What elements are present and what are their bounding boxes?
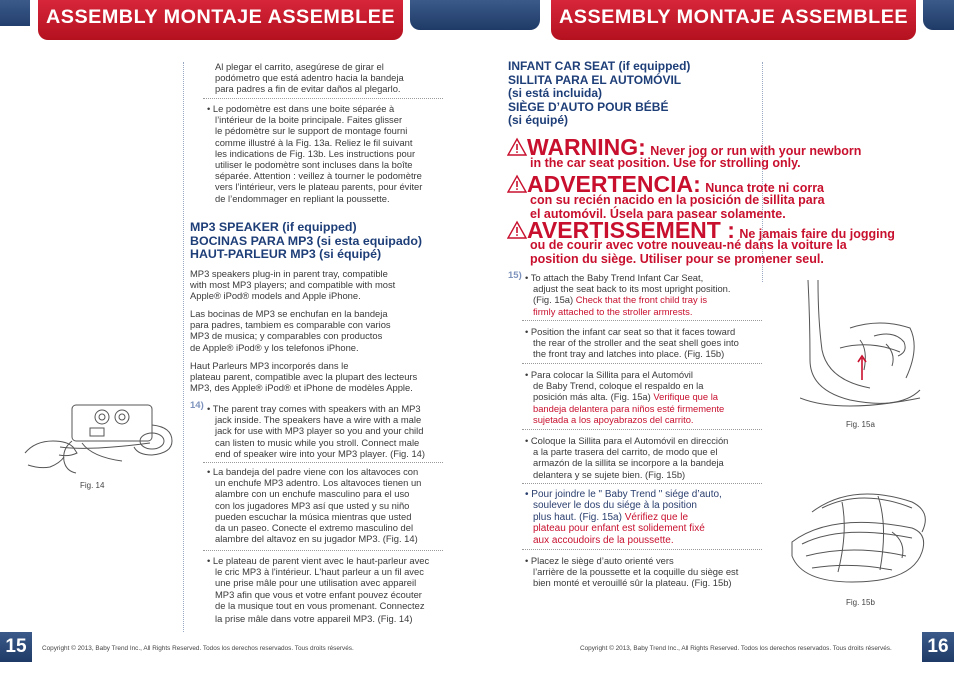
page-number-15: 15 <box>0 632 32 662</box>
header-cap-center-left <box>410 0 540 30</box>
warning-en-text: Never jog or run with your newborn <box>650 144 862 158</box>
fig-14-illustration <box>20 395 180 480</box>
warning-en-word: WARNING: <box>527 134 646 160</box>
separator <box>203 550 443 551</box>
step-14-number: 14) <box>190 400 204 411</box>
step-15-text-fr-1: • Pour joindre le " Baby Trend " siége d’auto, soulever le dos du siége à la position plus haut. (Fig. 15a) Vérifiez que le plateau pour enfant est solidement fixé aux accoudoirs de la poussette. <box>525 489 722 546</box>
mp3-text-es: Las bocinas de MP3 se enchufan en la bandeja para padres, tambiem es comparable con varios MP3 de musica; y comparables con productos de Apple® iPod® y los telefonos iPhone. <box>190 308 391 353</box>
warning-fr-text-2: ou de courir avec votre nouveau-né dans la voiture la <box>530 238 847 252</box>
mp3-text-fr: Haut Parleurs MP3 incorporés dans le plateau parent, compatible avec la plupart des lecteurs MP3, des Apple® iPod® et iPhone de modèles Apple. <box>190 360 418 394</box>
header-stripe-left <box>0 0 30 26</box>
fig-14-caption: Fig. 14 <box>80 481 105 490</box>
warning-triangle-icon <box>507 174 527 194</box>
fig-15b-illustration <box>782 482 932 597</box>
warning-triangle-icon <box>507 220 527 240</box>
copyright-left: Copyright © 2013, Baby Trend Inc., All Rights Reserved. Todos los derechos reservados. Tous droits réservés. <box>42 645 354 652</box>
warning-es-word: ADVERTENCIA: <box>527 171 701 197</box>
warning-fr-block <box>507 217 937 266</box>
right-page-title: ASSEMBLY MONTAJE ASSEMBLEE <box>551 0 916 40</box>
step-15-number: 15) <box>508 270 522 281</box>
header-cap-right <box>923 0 954 30</box>
fig-15a-caption: Fig. 15a <box>846 420 875 429</box>
separator <box>522 363 762 364</box>
mp3-speaker-heading: MP3 SPEAKER (if equipped) BOCINAS PARA MP3 (si esta equipado) HAUT-PARLEUR MP3 (si équipé) <box>190 220 423 262</box>
pedometer-text-fr: • Le podomètre est dans une boite séparée à l’intérieur de la boite principale. Faites glisser le pédomètre sur le support de montage fourni comme illustré à la Fig. 13a. Reliez le fil suivant les indications de Fig. 13b. Les instructions pour utiliser le podomètre sont incluses dans la boîte séparée. Attention : veillez à tourner le podomètre vers l’intérieur, vers le plateau parents, pour éviter de l’endommager en repliant la poussette. <box>207 103 423 204</box>
copyright-right: Copyright © 2013, Baby Trend Inc., All Rights Reserved. Todos los derechos reservados. Tous droits réservés. <box>580 645 892 652</box>
separator <box>522 483 762 484</box>
left-page-title: ASSEMBLY MONTAJE ASSEMBLEE <box>38 0 403 40</box>
separator <box>522 549 762 550</box>
warning-en-text-2: in the car seat position. Use for strolling only. <box>530 156 801 170</box>
step-15-text-en-1: • To attach the Baby Trend Infant Car Seat, adjust the seat back to its most upright position. (Fig. 15a) Check that the front child tray is firmly attached to the stroller armrests. <box>525 272 731 317</box>
warning-fr-text-3: position du siège. Utiliser pour se promener seul. <box>530 252 824 266</box>
warning-es-text-2: con su recién nacido en la posición de sillita para <box>530 193 825 207</box>
step-15-text-en-2: • Position the infant car seat so that it faces toward the rear of the stroller and the seat shell goes into the front tray and latches into place. (Fig. 15b) <box>525 326 739 360</box>
warning-fr-text: Ne jamais faire du jogging <box>739 227 895 241</box>
warning-triangle-icon <box>507 137 527 157</box>
column-divider-left <box>183 62 184 632</box>
step-14-text-fr: • Le plateau de parent vient avec le haut-parleur avec le cric MP3 à l'intérieur. L'haut parleur a un fil avec une prise mâle pour une utilisation avec appareil MP3 afin que vous et votre enfant pouvez écouter de la musique tout en vous promenant. Connectez la prise mâle dans votre appareil MP3. (Fig. 14) <box>207 555 430 625</box>
separator <box>203 462 443 463</box>
step-15-text-es-2: • Coloque la Sillita para el Automóvil en dirección a la parte trasera del carrito, de modo que el armazón de la sillita se incorpore a la bandeja delantera y se sujete bien. (Fig. 15b) <box>525 435 729 480</box>
warning-es-text-3: el automóvil. Úsela para pasear solamente. <box>530 207 786 221</box>
mp3-text-en: MP3 speakers plug-in in parent tray, compatible with most MP3 players; and compatible with most Apple® iPod® models and Apple iPhone. <box>190 268 396 302</box>
separator <box>522 320 762 321</box>
step-15-text-es-1: • Para colocar la Sillita para el Automóvil de Baby Trend, coloque el respaldo en la posición más alta. (Fig. 15a) Verifique que la bandeja delantera para niños esté firmemente sujetada a los apoyabrazos del carrito. <box>525 369 725 425</box>
step-14-text-en: • The parent tray comes with speakers with an MP3 jack inside. The speakers have a wire with a male jack for use with MP3 player so you and your child can listen to music while you stroll. Connect male end of speaker wire into your MP3 player. (Fig. 14) <box>207 403 425 459</box>
warning-fr-word: AVERTISSEMENT : <box>527 217 735 243</box>
separator <box>203 98 443 99</box>
separator <box>522 429 762 430</box>
step-15-text-fr-2: • Placez le siège d’auto orienté vers l’arrière de la poussette et la coquille du siège est bien monté et verouillé sûr la plateau. (Fig. 15b) <box>525 555 739 589</box>
warning-es-block <box>507 171 927 221</box>
step-14-text-es: • La bandeja del padre viene con los altavoces con un enchufe MP3 adentro. Los altavoces tienen un alambre con un enchufe masculino para el uso con los jugadores MP3 así que usted y su niño pueden escuchar la música mientras que usted da un paseo. Conecte el extremo masculino del alambre del altavoz en su jugador MP3. (Fig. 14) <box>207 466 422 545</box>
warning-es-text: Nunca trote ni corra <box>705 181 825 195</box>
fig-15a-illustration <box>800 278 925 416</box>
pedometer-text-es: Al plegar el carrito, asegúrese de girar el podómetro que está adentro hacia la bandeja para padres a fin de evitar daños al plegarlo. <box>215 61 404 95</box>
warning-en-block <box>507 134 927 170</box>
page-number-16: 16 <box>922 632 954 662</box>
fig-15b-caption: Fig. 15b <box>846 598 875 607</box>
infant-car-seat-heading: INFANT CAR SEAT (if equipped) SILLITA PARA EL AUTOMÓVIL (si está incluida) SIÈGE D’AUTO POUR BÉBÉ (si équipé) <box>508 59 691 128</box>
